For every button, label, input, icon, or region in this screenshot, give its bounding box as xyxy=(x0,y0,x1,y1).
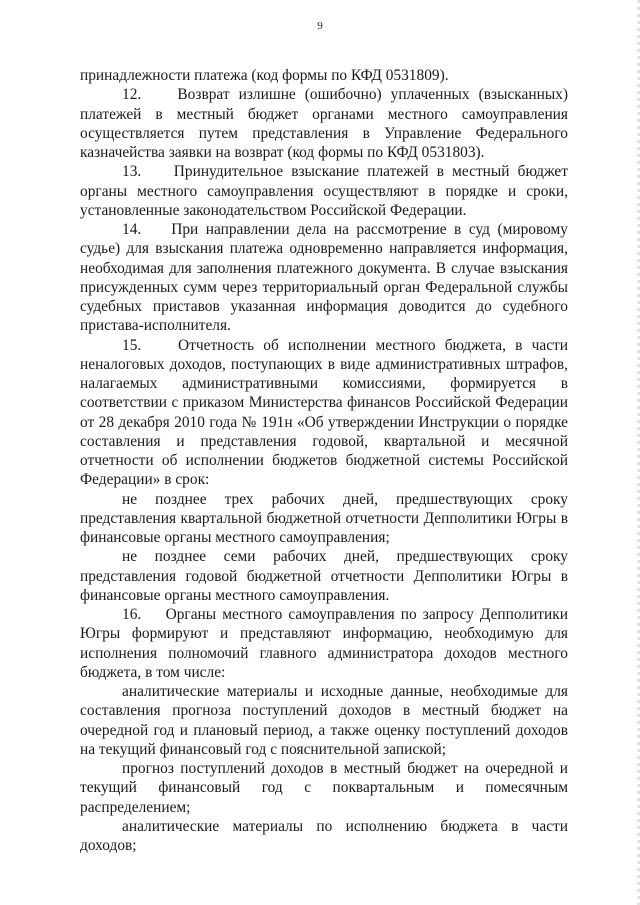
paragraph-16-item-1: аналитические материалы и исходные данные, необходимые для составления прогноза поступлений доходов в местный бюджет на очередной год и плановый период, а также оценку поступлений доходов на текущий финансовый год с пояснительной запиской; xyxy=(80,683,568,758)
paragraph-16-item-3: аналитические материалы по исполнению бюджета в части доходов; xyxy=(80,817,568,854)
page-number: 9 xyxy=(317,20,323,32)
paragraph-15-item-2: не позднее семи рабочих дней, предшествующих сроку представления годовой бюджетной отчетности Депполитики Югры в финансовые органы местного самоуправления. xyxy=(80,548,568,604)
paragraph-14: 14. При направлении дела на рассмотрение в суд (мировому судье) для взыскания платежа одновременно направляется информация, необходимая для заполнения платежного документа. В случае взыскания присужденных сумм через территориальный орган Федеральной службы судебных приставов указанная информация доводится до судебного пристава-исполнителя. xyxy=(80,221,568,335)
paragraph-16: 16. Органы местного самоуправления по запросу Депполитики Югры формируют и представляют информацию, необходимую для исполнения полномочий главного администратора доходов местного бюджета, в том числе: xyxy=(80,606,568,681)
paragraph-continuation: принадлежности платежа (код формы по КФД 0531809). xyxy=(80,67,449,84)
paragraph-12: 12. Возврат излишне (ошибочно) уплаченных (взысканных) платежей в местный бюджет органами местного самоуправления осуществляется путем представления в Управление Федерального казначейства заявки на возврат (код формы по КФД 0531803). xyxy=(80,86,568,161)
paragraph-16-item-2: прогноз поступлений доходов в местный бюджет на очередной и текущий финансовый год с поквартальным и помесячным распределением; xyxy=(80,760,568,816)
paragraph-15: 15. Отчетность об исполнении местного бюджета, в части неналоговых доходов, поступающих в виде административных штрафов, налагаемых административными комиссиями, формируется в соответствии с приказом Министерства финансов Российской Федерации от 28 декабря 2010 года № 191н «Об утверждении Инструкции о порядке составления и представления годовой, квартальной и месячной отчетности об исполнении бюджетов бюджетной системы Российской Федерации» в срок: xyxy=(80,336,568,489)
paragraph-15-item-1: не позднее трех рабочих дней, предшествующих сроку представления квартальной бюджетной отчетности Депполитики Югры в финансовые органы местного самоуправления; xyxy=(80,490,568,546)
document-body xyxy=(80,66,568,855)
paragraph-13: 13. Принудительное взыскание платежей в местный бюджет органы местного самоуправления осуществляют в порядке и сроки, установленные законодательством Российской Федерации. xyxy=(80,163,568,219)
